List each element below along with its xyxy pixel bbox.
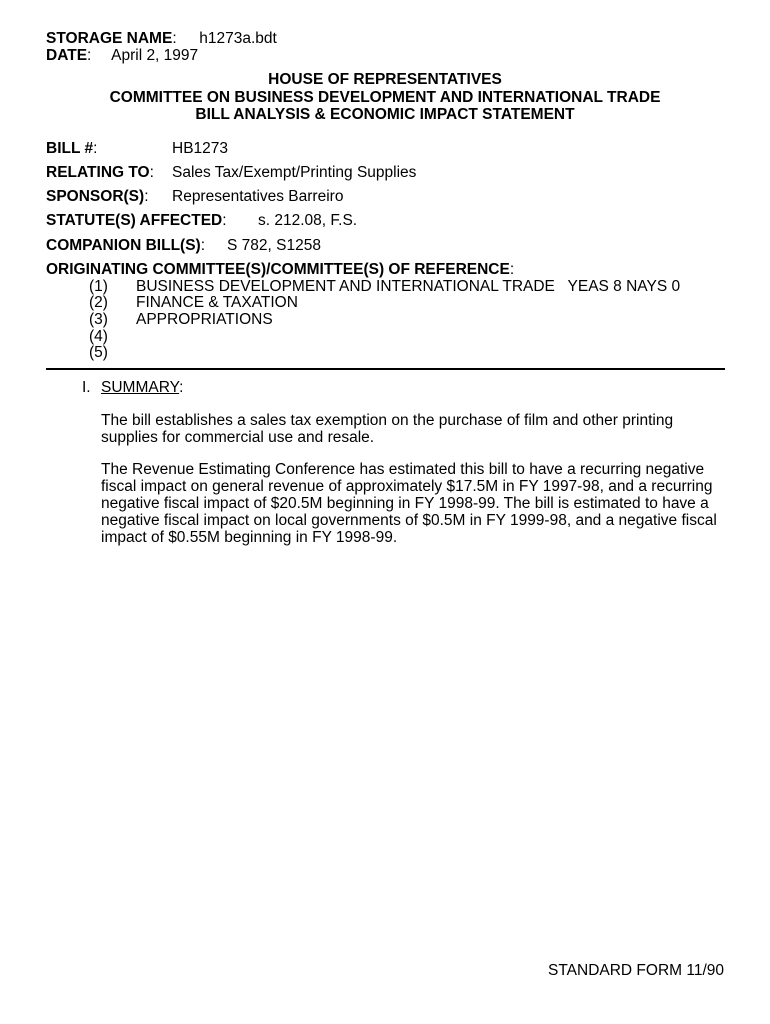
sponsors-label: SPONSOR(S)	[46, 188, 145, 205]
committee-num: (1)	[89, 278, 108, 295]
summary-numeral: I.	[82, 379, 91, 396]
title-committee: COMMITTEE ON BUSINESS DEVELOPMENT AND INTERNATIONAL TRADE	[109, 89, 661, 106]
companion-bills-colon: :	[200, 237, 206, 254]
committee-name: FINANCE & TAXATION	[136, 294, 298, 311]
summary-paragraph: The Revenue Estimating Conference has estimated this bill to have a recurring negative fiscal impact on general revenue of approximately $17.5M in FY 1997-98, and a recurring negative fiscal impact of $20.5M beginning in FY 1998-99. The bill is estimated to have a negative fiscal impact on local governments of $0.5M in FY 1999-98, and a negative fiscal impact of $0.55M beginning in FY 1998-99.	[101, 461, 717, 546]
bill-number-colon: :	[93, 140, 98, 157]
committees-colon: :	[509, 261, 515, 278]
bill-number-label: BILL #	[46, 140, 94, 157]
companion-bills-value: S 782, S1258	[227, 237, 321, 254]
storage-name-value: h1273a.bdt	[199, 30, 277, 47]
section-divider	[46, 368, 725, 370]
bill-number-value: HB1273	[172, 140, 229, 157]
relating-to-value: Sales Tax/Exempt/Printing Supplies	[172, 164, 417, 181]
committee-num: (3)	[89, 311, 108, 328]
relating-to-row	[46, 164, 154, 182]
sponsors-row	[46, 188, 149, 206]
storage-name-line	[46, 30, 277, 48]
summary-heading-line	[101, 379, 183, 397]
committees-heading	[46, 261, 514, 279]
summary-heading: SUMMARY	[101, 379, 180, 396]
storage-name-label: STORAGE NAME	[46, 30, 173, 47]
statutes-colon: :	[222, 212, 227, 229]
date-line	[46, 47, 198, 65]
statutes-row	[46, 212, 227, 230]
committee-name: BUSINESS DEVELOPMENT AND INTERNATIONAL TRADE YEAS 8 NAYS 0	[136, 278, 681, 295]
relating-to-colon: :	[149, 164, 154, 181]
date-colon: :	[87, 47, 92, 64]
title-house: HOUSE OF REPRESENTATIVES	[268, 71, 502, 88]
bill-number-row	[46, 140, 97, 158]
summary-paragraph: The bill establishes a sales tax exemption on the purchase of film and other printing supplies for commercial use and resale.	[101, 412, 674, 446]
form-number: STANDARD FORM 11/90	[548, 962, 724, 979]
date-label: DATE	[46, 47, 88, 64]
companion-bills-row	[46, 237, 205, 255]
statutes-label: STATUTE(S) AFFECTED	[46, 212, 223, 229]
committee-name: APPROPRIATIONS	[136, 311, 273, 328]
sponsors-value: Representatives Barreiro	[172, 188, 344, 205]
committee-num: (4)	[89, 328, 108, 345]
committees-label: ORIGINATING COMMITTEE(S)/COMMITTEE(S) OF REFERENCE	[46, 261, 510, 278]
date-value: April 2, 1997	[111, 47, 199, 64]
summary-heading-colon: :	[179, 379, 184, 396]
title-analysis: BILL ANALYSIS & ECONOMIC IMPACT STATEMENT	[195, 106, 575, 123]
committee-num: (5)	[89, 344, 108, 361]
relating-to-label: RELATING TO	[46, 164, 150, 181]
statutes-value: s. 212.08, F.S.	[258, 212, 358, 229]
sponsors-colon: :	[144, 188, 149, 205]
committee-num: (2)	[89, 294, 108, 311]
companion-bills-label: COMPANION BILL(S)	[46, 237, 201, 254]
storage-name-colon: :	[172, 30, 177, 47]
